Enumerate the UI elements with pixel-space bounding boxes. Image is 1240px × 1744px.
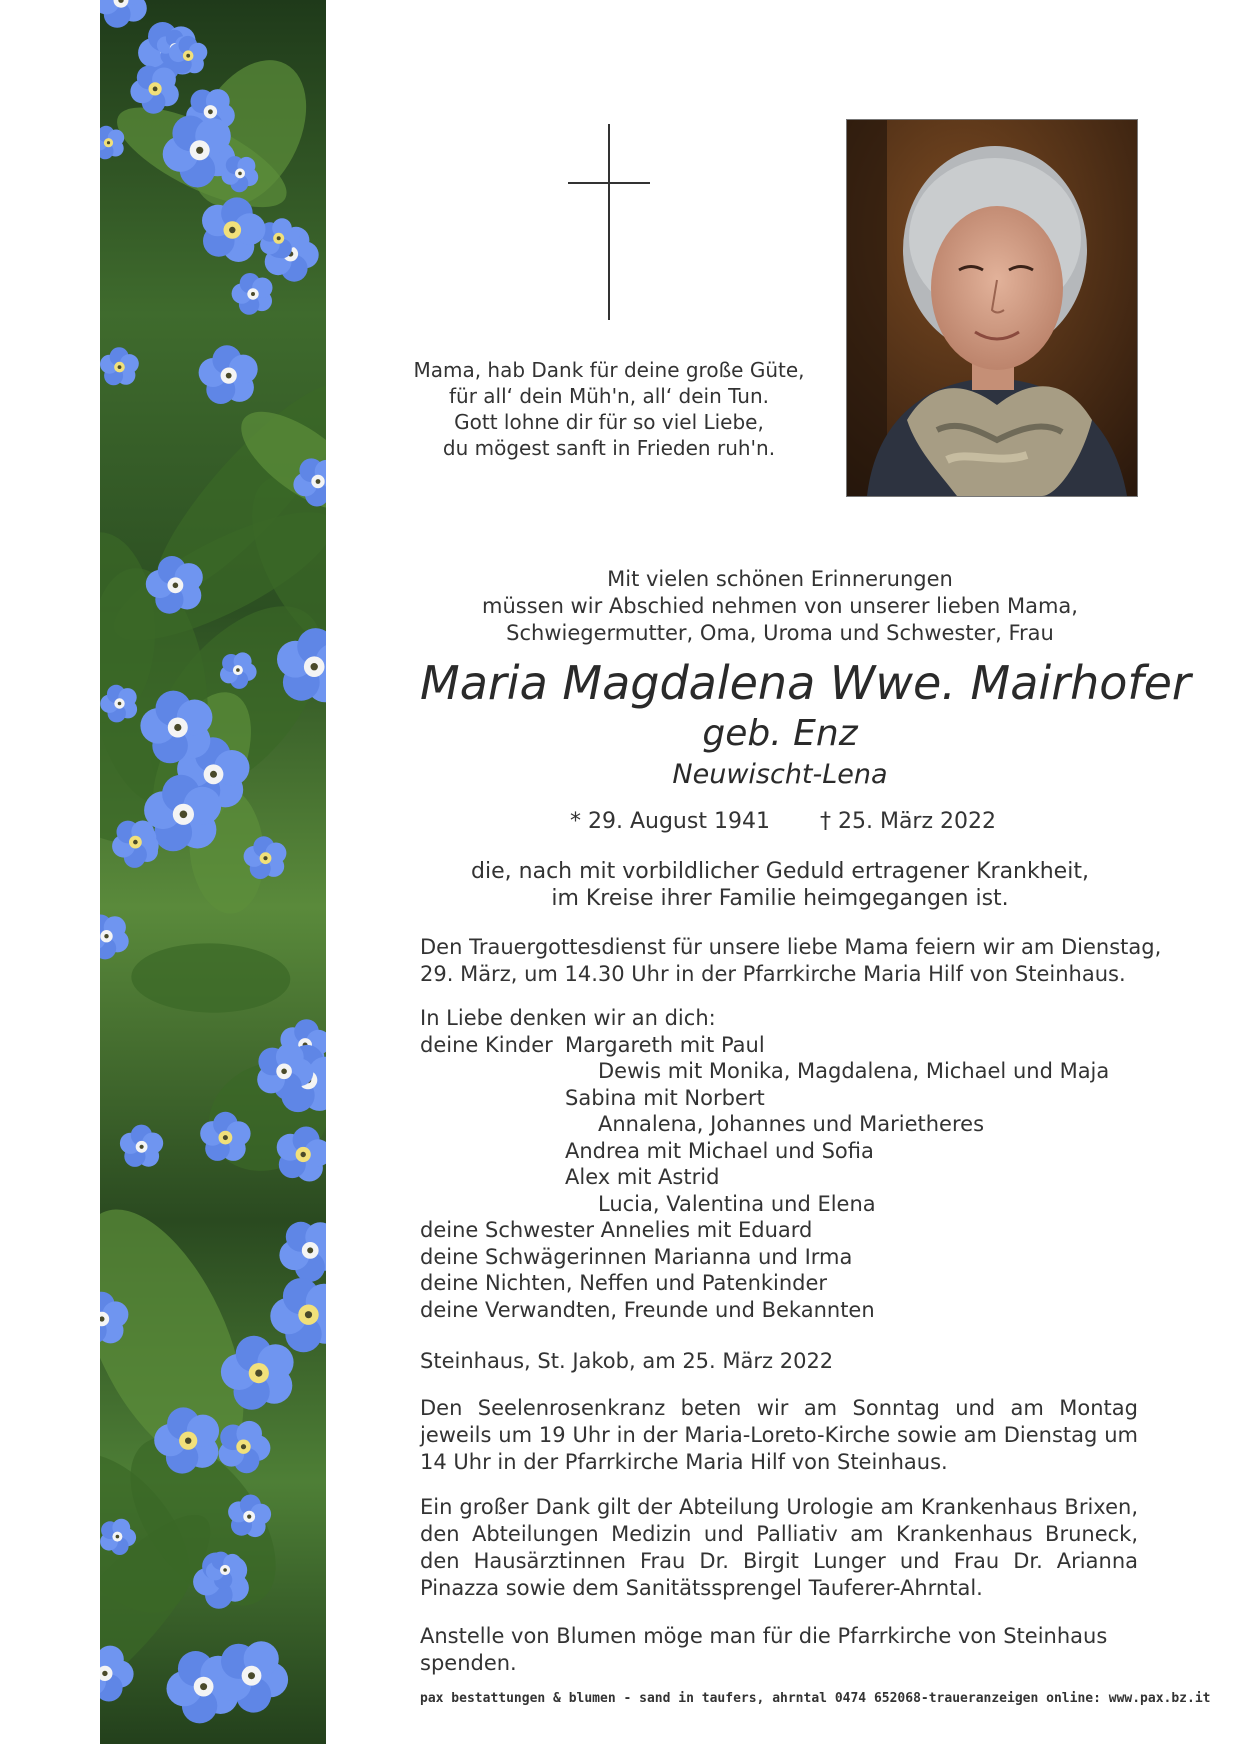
grandchildren-entry: Lucia, Valentina und Elena bbox=[598, 1191, 876, 1216]
poem-line: Mama, hab Dank für deine große Güte, bbox=[413, 358, 805, 382]
relative-entry: deine Schwägerinnen Marianna und Irma bbox=[420, 1244, 853, 1269]
forget-me-not-flower bbox=[100, 347, 139, 385]
child-entry: Sabina mit Norbert bbox=[565, 1085, 765, 1110]
child-entry: Alex mit Astrid bbox=[565, 1165, 720, 1189]
thanks-note bbox=[420, 1494, 1138, 1602]
relative-entry: deine Verwandten, Freunde und Bekannten bbox=[420, 1297, 875, 1322]
forget-me-not-flower bbox=[130, 66, 178, 114]
forget-me-not-flower-strip bbox=[100, 0, 326, 1744]
relative-entry: deine Schwester Annelies mit Eduard bbox=[420, 1218, 813, 1242]
maiden-name: geb. Enz bbox=[702, 713, 858, 754]
illness-line: im Kreise ihrer Familie heimgegangen ist. bbox=[551, 886, 1009, 911]
relative-entry: deine Nichten, Neffen und Patenkinder bbox=[420, 1271, 828, 1295]
forget-me-not-flower bbox=[100, 0, 147, 28]
forget-me-not-flower bbox=[199, 345, 258, 404]
thanks-text: Ein großer Dank gilt der Abteilung Urologie am Krankenhaus Brixen, den Abteilungen Medizin und Palliativ am Krankenhaus Bruneck, den Hausärztinnen Frau Dr. Birgit Lunger und Frau Dr. Arianna Pinazza sowie dem Sanitätssprengel Tauferer-Ahrntal. bbox=[420, 1495, 1138, 1600]
children-label: deine Kinder bbox=[420, 1032, 553, 1057]
illness-statement bbox=[430, 858, 1130, 912]
forget-me-not-flower bbox=[279, 1222, 326, 1282]
flower-illustration bbox=[100, 0, 326, 1744]
farm-name: Neuwischt-Lena bbox=[672, 759, 888, 790]
intro-line: Mit vielen schönen Erinnerungen bbox=[607, 567, 953, 591]
deceased-name: Maria Magdalena Wwe. Mairhofer bbox=[420, 656, 1191, 710]
place-and-date: Steinhaus, St. Jakob, am 25. März 2022 bbox=[420, 1349, 834, 1373]
poem-line: Gott lohne dir für so viel Liebe, bbox=[454, 410, 764, 434]
mourners-heading: In Liebe denken wir an dich: bbox=[420, 1006, 716, 1030]
child-entry: Margareth mit Paul bbox=[565, 1032, 765, 1057]
forget-me-not-flower bbox=[270, 1278, 326, 1352]
child-entry: Andrea mit Michael und Sofia bbox=[565, 1138, 874, 1163]
funeral-home-footer: pax bestattungen & blumen - sand in taufers, ahrntal 0474 652068-traueranzeigen online: www.pax.bz.it bbox=[420, 1691, 1211, 1706]
service-line: 29. März, um 14.30 Uhr in der Pfarrkirche Maria Hilf von Steinhaus. bbox=[420, 962, 1126, 986]
grandchildren-entry: Dewis mit Monika, Magdalena, Michael und Maja bbox=[598, 1059, 1110, 1083]
forget-me-not-flower bbox=[202, 197, 266, 262]
poem-line: du mögest sanft in Frieden ruh'n. bbox=[442, 436, 776, 460]
forget-me-not-flower bbox=[100, 915, 129, 960]
intro-line: Schwiegermutter, Oma, Uroma und Schwester, Frau bbox=[506, 621, 1054, 645]
illness-line: die, nach mit vorbildlicher Geduld ertragener Krankheit, bbox=[471, 859, 1089, 884]
birth-date: * 29. August 1941 bbox=[570, 809, 770, 834]
portrait-photo bbox=[846, 119, 1138, 497]
donation-note: Anstelle von Blumen möge man für die Pfarrkirche von Steinhaus spenden. bbox=[420, 1624, 1108, 1675]
announcement-intro bbox=[430, 566, 1130, 647]
forget-me-not-flower bbox=[120, 1125, 163, 1167]
poem-line: für all‘ dein Müh'n, all‘ dein Tun. bbox=[448, 384, 770, 408]
intro-line: müssen wir Abschied nehmen von unserer lieben Mama, bbox=[482, 594, 1078, 618]
mourners-list bbox=[420, 1005, 1138, 1323]
cross-icon bbox=[568, 124, 650, 320]
forget-me-not-flower bbox=[219, 1421, 271, 1473]
rosary-text: Den Seelenrosenkranz beten wir am Sonntag und am Montag jeweils um 19 Uhr in der Maria-Loreto-Kirche sowie am Dienstag um 14 Uhr in der Pfarrkirche Maria Hilf von Steinhaus. bbox=[420, 1396, 1138, 1474]
rosary-info bbox=[420, 1395, 1138, 1476]
service-line: Den Trauergottesdienst für unsere liebe Mama feiern wir am Dienstag, bbox=[420, 935, 1162, 959]
death-date: † 25. März 2022 bbox=[820, 809, 997, 834]
forget-me-not-flower bbox=[232, 273, 273, 315]
funeral-service-info bbox=[420, 934, 1162, 988]
memorial-poem bbox=[400, 357, 818, 461]
grandchildren-entry: Annalena, Johannes und Marietheres bbox=[598, 1112, 985, 1136]
